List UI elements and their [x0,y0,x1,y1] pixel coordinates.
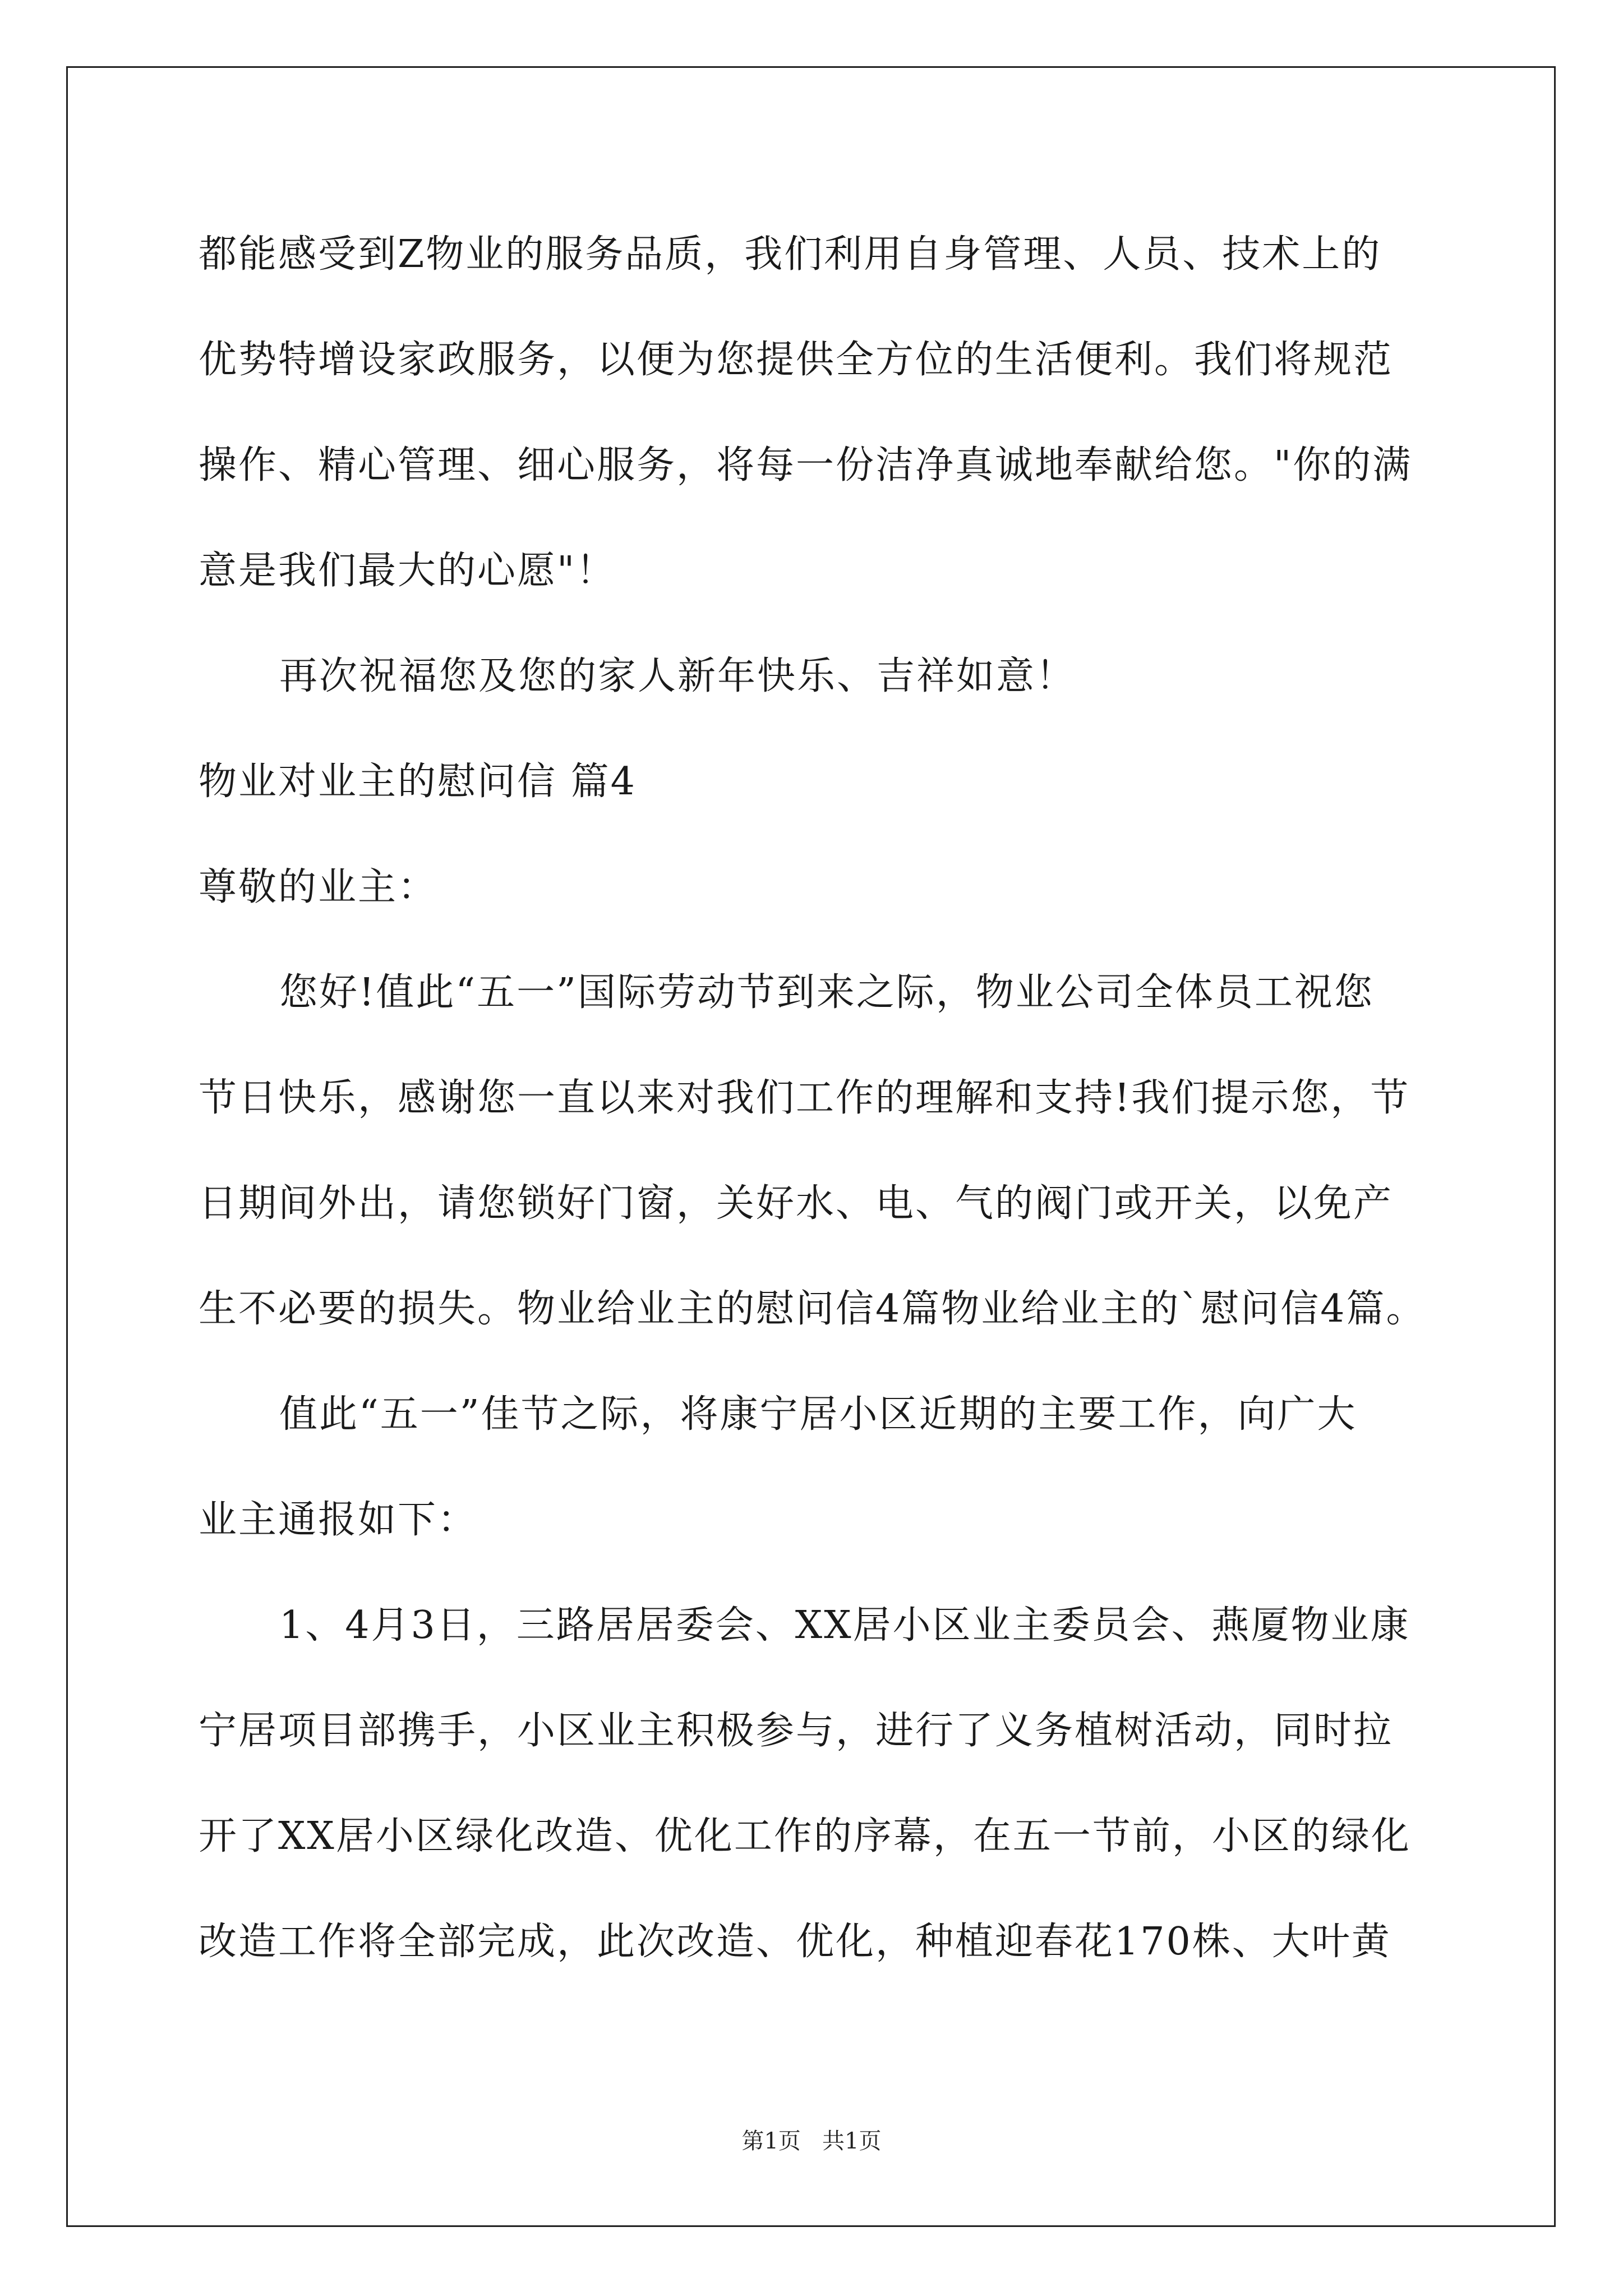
paragraph-line: 操作、精心管理、细心服务，将每一份洁净真诚地奉献给您。"你的满 [199,443,1413,487]
page-number-footer: 第1页 共1页 [741,2128,882,2154]
paragraph-line: 生不必要的损失。物业给业主的慰问信4篇物业给业主的`慰问信4篇。 [199,1287,1426,1331]
paragraph-line: 意是我们最大的心愿"！ [199,549,616,593]
paragraph-line: 宁居项目部携手，小区业主积极参与，进行了义务植树活动，同时拉 [199,1709,1394,1753]
paragraph-line: 再次祝福您及您的家人新年快乐、吉祥如意！ [279,654,1076,698]
paragraph-line: 1、4月3日，三路居居委会、XX居小区业主委员会、燕厦物业康 [279,1603,1410,1648]
paragraph-line: 值此“五一”佳节之际，将康宁居小区近期的主要工作，向广大 [279,1392,1357,1437]
paragraph-line: 节日快乐，感谢您一直以来对我们工作的理解和支持!我们提示您，节 [199,1076,1410,1120]
document-body [199,202,1432,1995]
paragraph-line: 日期间外出，请您锁好门窗，关好水、电、气的阀门或开关，以免产 [199,1181,1394,1226]
paragraph-line: 都能感受到Z物业的服务品质，我们利用自身管理、人员、技术上的 [199,232,1382,277]
paragraph-line: 您好!值此“五一”国际劳动节到来之际，物业公司全体员工祝您 [279,970,1374,1015]
section-heading: 物业对业主的慰问信 篇4 [199,760,637,804]
paragraph-line: 改造工作将全部完成，此次改造、优化，种植迎春花170株、大叶黄 [199,1920,1391,1964]
salutation: 尊敬的业主： [199,865,438,909]
paragraph-line: 优势特增设家政服务，以便为您提供全方位的生活便利。我们将规范 [199,338,1394,382]
paragraph-line: 开了XX居小区绿化改造、优化工作的序幕，在五一节前，小区的绿化 [199,1814,1411,1858]
paragraph-line: 业主通报如下： [199,1498,478,1542]
